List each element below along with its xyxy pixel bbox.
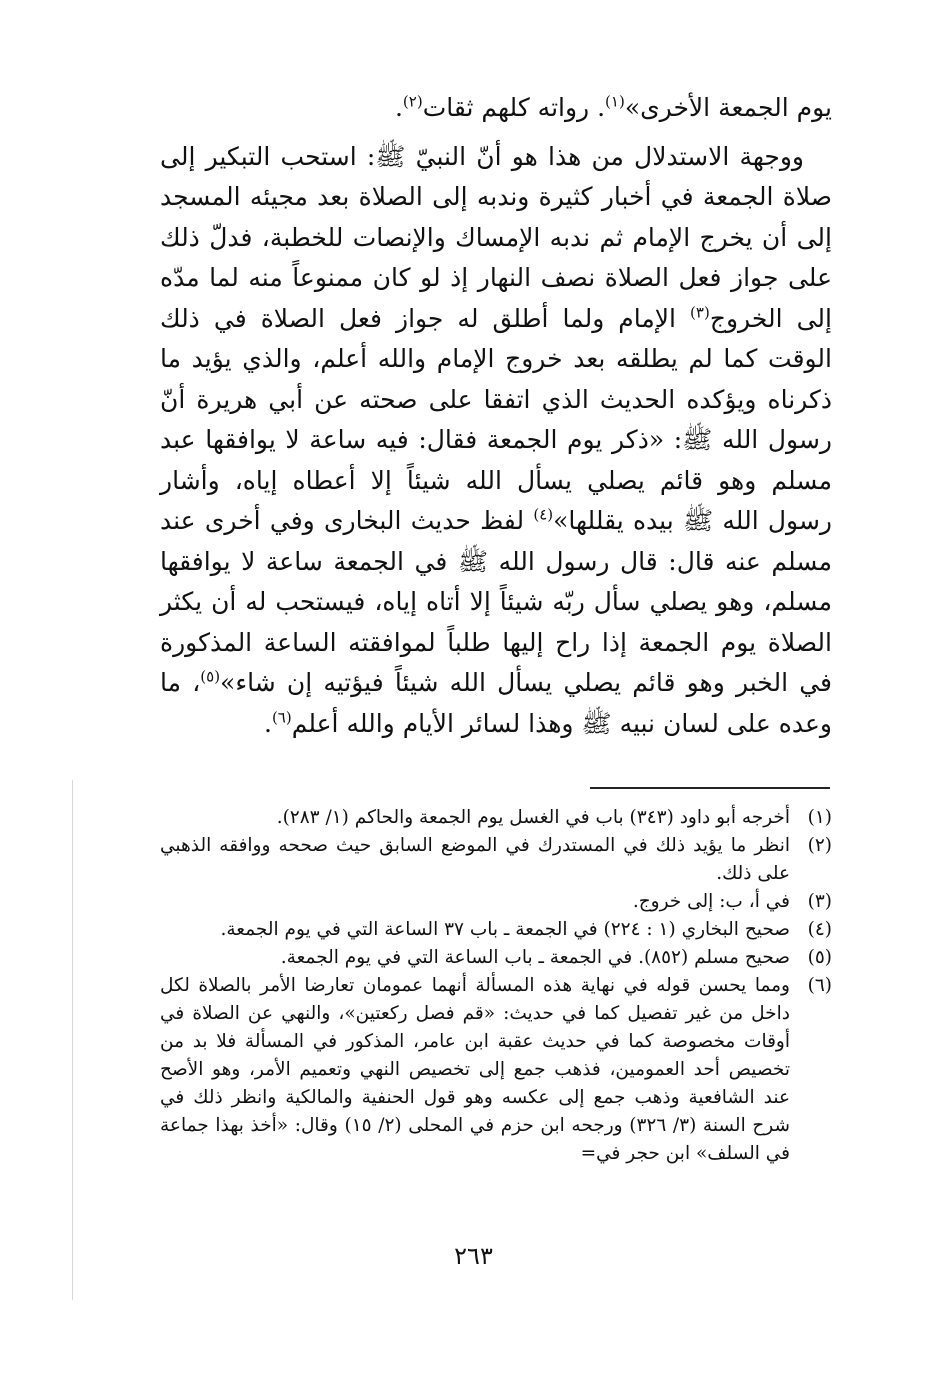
main-text bbox=[160, 88, 832, 744]
footnote-ref: (٣) bbox=[690, 303, 710, 322]
footnote-number: (٤) bbox=[807, 919, 832, 940]
footnote-ref: (٤) bbox=[533, 505, 554, 524]
footnote-item bbox=[160, 832, 832, 888]
footnote-text: أخرجه أبو داود (٣٤٣) باب في الغسل يوم الجمعة والحاكم (١/ ٢٨٣). bbox=[276, 807, 790, 828]
footnote-text: في أ، ب: إلى خروج. bbox=[632, 891, 790, 912]
footnote-text: انظر ما يؤيد ذلك في المستدرك في الموضع السابق حيث صححه ووافقه الذهبي على ذلك. bbox=[160, 835, 790, 884]
footnote-number: (٦) bbox=[807, 975, 832, 996]
footnote-item bbox=[160, 804, 832, 832]
footnote-separator bbox=[590, 787, 830, 789]
footnote-item bbox=[160, 888, 832, 916]
footnote-ref: (٥) bbox=[200, 667, 221, 686]
footnote-text: صحيح البخاري (١ : ٢٢٤) في الجمعة ـ باب ٣٧ الساعة التي في يوم الجمعة. bbox=[220, 919, 790, 940]
paragraph-1: يوم الجمعة الأخرى»$^{(١)}$. رواته كلهم ثقات$^{(٢)}$. bbox=[394, 92, 832, 122]
footnote-ref: (١) bbox=[605, 92, 625, 111]
footnote-number: (٥) bbox=[807, 947, 832, 968]
scan-margin-line bbox=[72, 780, 73, 1300]
footnote-ref: (٢) bbox=[402, 92, 423, 111]
footnote-item bbox=[160, 972, 832, 1168]
footnote-item bbox=[160, 916, 832, 944]
paragraph-2: ووجهة الاستدلال من هذا هو أنّ النبيّ ﷺ: استحب التبكير إلى صلاة الجمعة في أخبار كثيرة وندبه إلى الصلاة بعد مجيئه المسجد إلى أن يخرج الإمام ثم ندبه الإمساك والإنصات للخطبة، فدلّ ذلك على جواز فعل الصلاة نصف النهار إذ لو كان ممنوعاً منه لما مدّه إلى الخروج$^{(٣)}$ الإمام ولما أطلق له جواز فعل الصلاة في ذلك الوقت كما لم يطلقه بعد خروج الإمام والله أعلم، والذي يؤيد ما ذكرناه ويؤكده الحديث الذي اتفقا على صحته عن أبي هريرة أنّ رسول الله ﷺ: «ذكر يوم الجمعة فقال: فيه ساعة لا يوافقها عبد مسلم وهو قائم يصلي يسأل الله شيئاً إلا أعطاه إياه، وأشار رسول الله ﷺ بيده يقللها»$^{(٤)}$ لفظ حديث البخارى وفي أخرى عند مسلم عنه قال: قال رسول الله ﷺ في الجمعة ساعة لا يوافقها مسلم، وهو يصلي سأل ربّه شيئاً إلا أتاه إياه، فيستحب له أن يكثر الصلاة يوم الجمعة إذا راح إليها طلباً لموافقته الساعة المذكورة في الخبر وهو قائم يصلي يسأل الله شيئاً فيؤتيه إن شاء»$^{(٥)}$، ما وعده على لسان نبيه ﷺ وهذا لسائر الأيام والله أعلم$^{(٦)}$. bbox=[160, 141, 832, 738]
footnote-number: (٣) bbox=[807, 891, 832, 912]
footnote-ref: (٦) bbox=[271, 708, 292, 727]
footnote-text: صحيح مسلم (٨٥٢). في الجمعة ـ باب الساعة التي في يوم الجمعة. bbox=[280, 947, 790, 968]
footnotes-list bbox=[160, 804, 832, 1168]
footnote-text: ومما يحسن قوله في نهاية هذه المسألة أنهما عمومان تعارضا الأمر بالصلاة لكل داخل من غير تفصيل كما في حديث: «قم فصل ركعتين»، والنهي عن الصلاة في أوقات مخصوصة كما في حديث عقبة ابن عامر، المذكور في المسألة فلا بد من تخصيص أحد العمومين، فذهب جمع إلى تخصيص النهي وتعميم الأمر، وهو الأصح عند الشافعية وذهب جمع إلى عكسه وهو قول الحنفية والمالكية وانظر ذلك في شرح السنة (٣/ ٣٢٦) ورجحه ابن حزم في المحلى (٢/ ١٥) وقال: «أخذ بهذا جماعة في السلف» ابن حجر في= bbox=[160, 975, 790, 1164]
footnote-item bbox=[160, 944, 832, 972]
page-number: ٢٦٣ bbox=[454, 1242, 493, 1270]
footnote-number: (٢) bbox=[807, 835, 832, 856]
footnote-number: (١) bbox=[807, 807, 832, 828]
